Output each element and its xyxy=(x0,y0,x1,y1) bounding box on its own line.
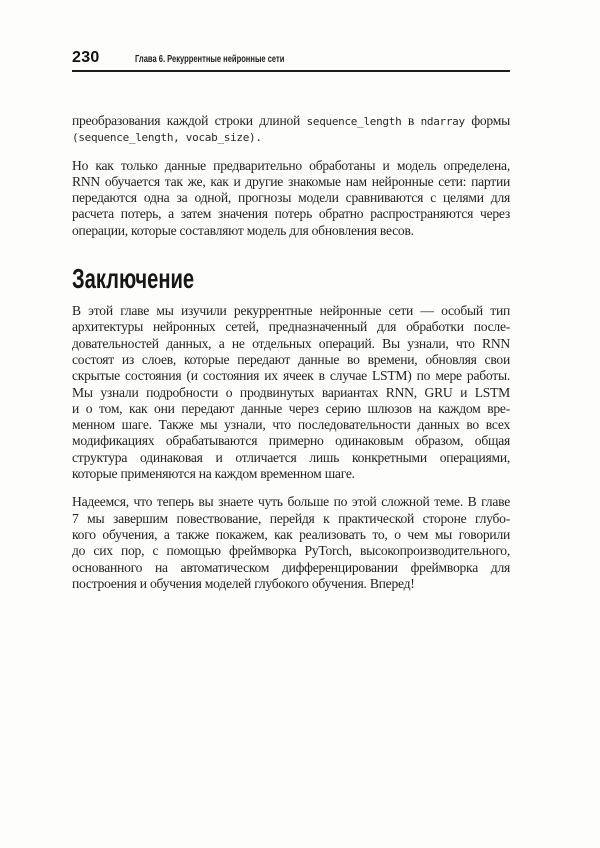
page-number: 230 xyxy=(72,49,100,66)
text-line xyxy=(72,560,510,576)
text-segment: формы xyxy=(464,113,510,128)
text-segment: RNN обучается так же, как и другие знакомые нам нейронные сети: партии xyxy=(72,173,510,189)
text-line xyxy=(72,368,510,384)
text-segment: В этой главе мы изучили рекуррентные нейронные сети — особый тип xyxy=(72,303,510,319)
text-segment: которые применяются на каждом временном шаге. xyxy=(72,466,355,482)
text-line xyxy=(72,303,510,319)
text-line xyxy=(72,450,510,466)
text-line xyxy=(72,113,510,129)
text-segment: Мы узнали подробности о продвинутых вариантах RNN, GRU и LSTM xyxy=(72,384,510,400)
text-line xyxy=(72,385,510,401)
text-segment: основанного на автоматическом дифференцировании фреймворка для xyxy=(72,559,510,575)
text-segment: 7 мы завершим повествование, перейдя к практической стороне глубо- xyxy=(72,510,510,526)
text-segment: скрытые состояния (и состояния их ячеек в случае LSTM) по мере работы. xyxy=(72,368,510,384)
section-heading: Заключение xyxy=(72,263,195,295)
inline-code: sequence_length xyxy=(306,115,402,128)
text-line xyxy=(72,158,510,174)
text-line xyxy=(72,401,510,417)
text-line xyxy=(72,543,510,559)
paragraph xyxy=(72,113,510,146)
text-line xyxy=(72,319,510,335)
paragraph xyxy=(72,494,510,592)
conclusion-section xyxy=(72,303,510,592)
text-line xyxy=(72,223,510,239)
text-segment: передаются одна за одной, прогнозы модели сравниваются с целями для xyxy=(72,190,510,206)
text-segment: архитектуры нейронных сетей, предназначенный для обработки после- xyxy=(72,319,510,335)
text-segment: менном шаге. Также мы узнали, что последовательности данных во всех xyxy=(72,417,510,433)
paragraph xyxy=(72,303,510,482)
text-line xyxy=(72,527,510,543)
text-line xyxy=(72,511,510,527)
text-column xyxy=(72,113,510,592)
text-segment: до сих пор, с помощью фреймворка PyTorch, высокопроизводительного, xyxy=(72,543,510,559)
inline-code: ndarray xyxy=(420,115,465,128)
text-line xyxy=(72,352,510,368)
inline-code: (sequence_length, vocab_size). xyxy=(72,131,262,145)
text-line xyxy=(72,494,510,510)
running-title: Глава 6. Рекуррентные нейронные сети xyxy=(134,53,284,65)
text-segment: расчета потерь, а затем значения потерь обратно распространяются через xyxy=(72,206,510,222)
text-line xyxy=(72,576,510,592)
text-segment: Надеемся, что теперь вы знаете чуть больше по этой сложной теме. В главе xyxy=(72,494,510,510)
intro-section xyxy=(72,113,510,239)
text-segment: и о том, как они передают данные через серию шлюзов на каждом вре- xyxy=(72,400,510,416)
text-segment: довательностей данных, а не отдельных операций. Вы узнали, что RNN xyxy=(72,335,510,351)
running-head xyxy=(72,0,510,72)
text-line xyxy=(72,129,510,145)
text-line xyxy=(72,174,510,190)
text-line xyxy=(72,190,510,206)
text-segment: Но как только данные предварительно обработаны и модель определена, xyxy=(72,157,510,173)
text-segment: модификациях обрабатываются примерно одинаковым образом, общая xyxy=(72,433,510,449)
text-segment: преобразования каждой строки длиной xyxy=(72,113,307,128)
text-line xyxy=(72,206,510,222)
text-segment: кого обучения, а также покажем, как реализовать то, о чем мы говорили xyxy=(72,526,510,542)
paragraph xyxy=(72,158,510,239)
text-line xyxy=(72,433,510,449)
text-line xyxy=(72,417,510,433)
text-segment: в xyxy=(401,113,421,128)
text-line xyxy=(72,336,510,352)
text-segment: операции, которые составляют модель для обновления весов. xyxy=(72,222,414,238)
text-segment: структура одинаковая и отличается лишь конкретными операциями, xyxy=(72,449,510,465)
text-segment: построения и обучения моделей глубокого обучения. Вперед! xyxy=(72,575,415,591)
text-line xyxy=(72,466,510,482)
text-segment: состоят из слоев, которые передают данные во времени, обновляя свои xyxy=(72,351,510,367)
